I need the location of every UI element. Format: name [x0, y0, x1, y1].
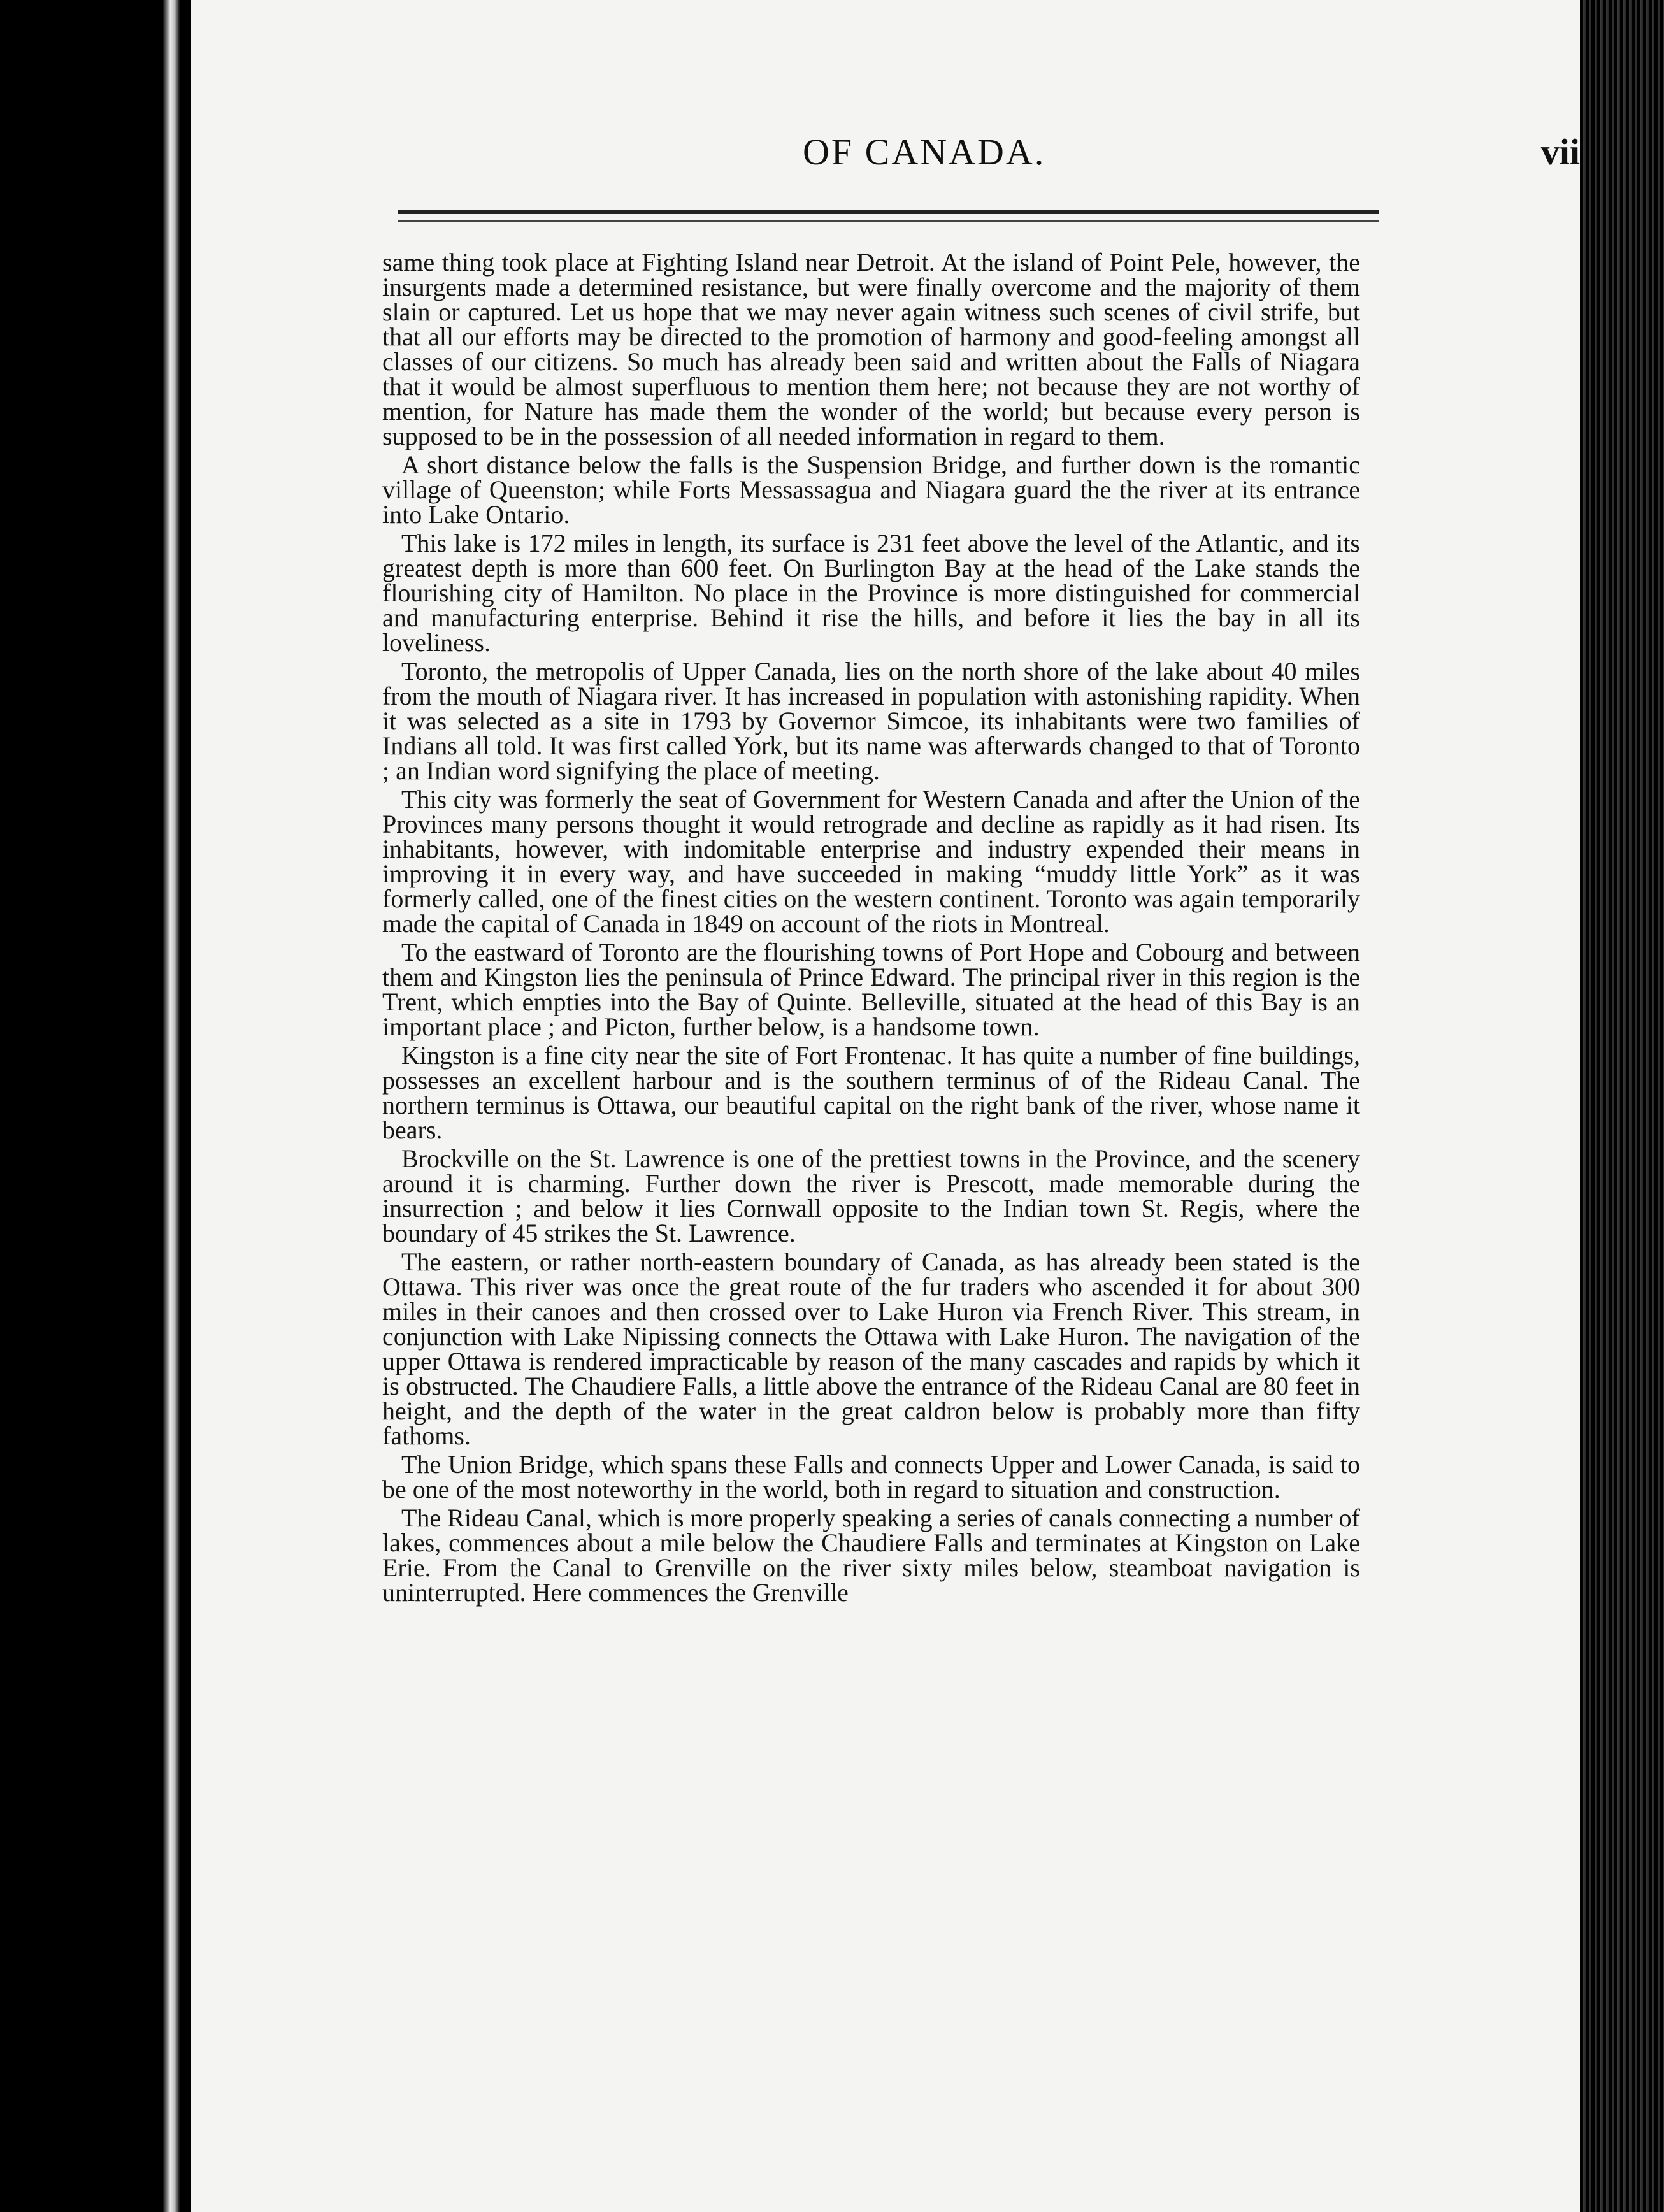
header-rule [398, 210, 1379, 214]
paragraph: A short distance below the falls is the Suspension Bridge, and further down is the romantic village of Queenston; while Forts Messassagua and Niagara guard the the river at its entrance into Lake Ontario. [382, 450, 1360, 529]
paragraph: Kingston is a fine city near the site of Fort Frontenac. It has quite a number of fine buildings, possesses an excellent harbour and is the southern terminus of of the Rideau Canal. The northern terminus is Ottawa, our beautiful capital on the right bank of the river, whose name it bears. [382, 1041, 1360, 1144]
paragraph: The Union Bridge, which spans these Falls and connects Upper and Lower Canada, is said to be one of the most noteworthy in the world, both in regard to situation and construction. [382, 1450, 1360, 1504]
header-rule-thin [398, 220, 1379, 222]
running-title: OF CANADA. [803, 131, 1046, 173]
body-text [382, 250, 1360, 1609]
page-stack-edge [1580, 0, 1664, 2212]
page-number: vii [1540, 131, 1580, 173]
paragraph: The Rideau Canal, which is more properly speaking a series of canals connecting a number of lakes, commences about a mile below the Chaudiere Falls and terminates at Kingston on Lake Erie. From the Canal to Grenville on the river sixty miles below, steamboat navigation is uninterrupted. Here commences the Grenville [382, 1504, 1360, 1607]
paragraph: same thing took place at Fighting Island near Detroit. At the island of Point Pele, however, the insurgents made a determined resistance, but were finally overcome and the majority of them slain or captured. Let us hope that we may never again witness such scenes of civil strife, but that all our efforts may be directed to the promotion of harmony and good-feeling amongst all classes of our citizens. So much has already been said and written about the Falls of Niagara that it would be almost superfluous to mention them here; not because they are not worthy of mention, for Nature has made them the wonder of the world; but because every person is supposed to be in the possession of all needed information in regard to them. [382, 248, 1360, 450]
paragraph: Brockville on the St. Lawrence is one of the prettiest towns in the Province, and the scenery around it is charming. Further down the river is Prescott, made memorable during the insurrection ; and below it lies Cornwall opposite to the Indian town St. Regis, where the boundary of 45 strikes the St. Lawrence. [382, 1144, 1360, 1247]
paragraph: Toronto, the metropolis of Upper Canada, lies on the north shore of the lake about 40 miles from the mouth of Niagara river. It has increased in population with astonishing rapidity. When it was selected as a site in 1793 by Governor Simcoe, its inhabitants were two families of Indians all told. It was first called York, but its name was afterwards changed to that of Toronto ; an Indian word signifying the place of meeting. [382, 657, 1360, 785]
paragraph: This lake is 172 miles in length, its surface is 231 feet above the level of the Atlantic, and its greatest depth is more than 600 feet. On Burlington Bay at the head of the Lake stands the flourishing city of Hamilton. No place in the Province is more distinguished for commercial and manufacturing enterprise. Behind it rise the hills, and before it lies the bay in all its loveliness. [382, 529, 1360, 657]
page-header [191, 131, 1605, 194]
facing-page-edge [163, 0, 180, 2212]
scan-left-border [0, 0, 191, 2212]
paragraph: The eastern, or rather north-eastern boundary of Canada, as has already been stated is the Ottawa. This river was once the great route of the fur traders who ascended it for about 300 miles in their canoes and then crossed over to Lake Huron via French River. This stream, in conjunction with Lake Nipissing connects the Ottawa with Lake Huron. The navigation of the upper Ottawa is rendered impracticable by reason of the many cascades and rapids by which it is obstructed. The Chaudiere Falls, a little above the entrance of the Rideau Canal are 80 feet in height, and the depth of the water in the great caldron below is probably more than fifty fathoms. [382, 1247, 1360, 1450]
paragraph: To the eastward of Toronto are the flourishing towns of Port Hope and Cobourg and between them and Kingston lies the peninsula of Prince Edward. The principal river in this region is the Trent, which empties into the Bay of Quinte. Belleville, situated at the head of this Bay is an important place ; and Picton, further below, is a handsome town. [382, 938, 1360, 1041]
paragraph: This city was formerly the seat of Government for Western Canada and after the Union of the Provinces many persons thought it would retrograde and decline as rapidly as it had risen. Its inhabitants, however, with indomitable enterprise and industry expended their means in improving it in every way, and have succeeded in making “muddy little York” as it was formerly called, one of the finest cities on the western continent. Toronto was again temporarily made the capital of Canada in 1849 on account of the riots in Montreal. [382, 785, 1360, 938]
